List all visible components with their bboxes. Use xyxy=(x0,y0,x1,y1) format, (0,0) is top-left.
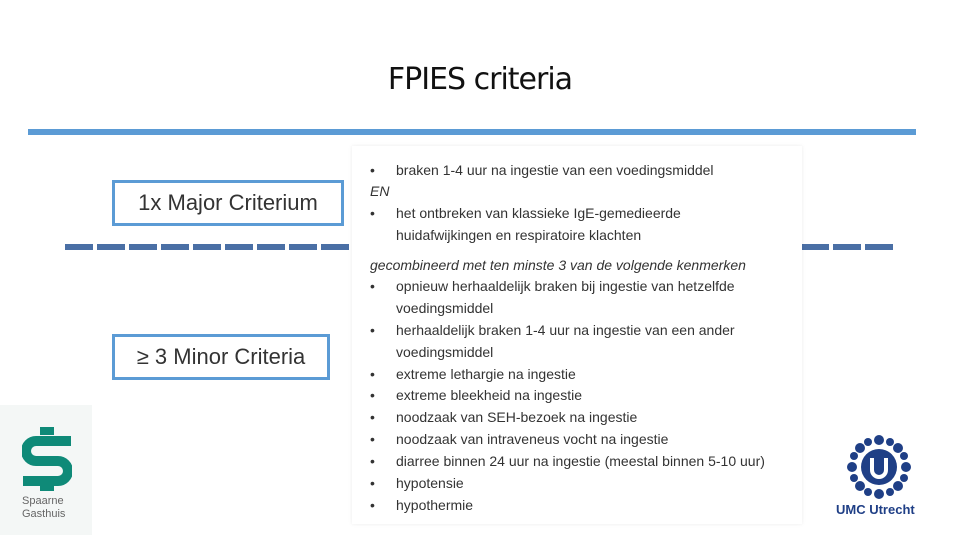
list-item: • extreme bleekheid na ingestie xyxy=(370,387,583,403)
list-item: • hypothermie xyxy=(370,497,474,513)
list-item: • diarree binnen 24 uur na ingestie (meestal binnen 5-10 uur) xyxy=(370,453,765,469)
and-connector: EN xyxy=(370,183,390,199)
list-item: • opnieuw herhaaldelijk braken bij ingestie van hetzelfde xyxy=(370,278,735,294)
spaarne-s-icon xyxy=(22,427,72,491)
criteria-panel xyxy=(352,146,802,524)
list-item-continuation: huidafwijkingen en respiratoire klachten xyxy=(396,227,642,243)
umc-logo-text: UMC Utrecht xyxy=(836,502,915,517)
major-criterium-box: 1x Major Criterium xyxy=(112,180,344,226)
list-item: • noodzaak van SEH-bezoek na ingestie xyxy=(370,409,638,425)
list-item: • extreme lethargie na ingestie xyxy=(370,366,576,382)
list-item: • noodzaak van intraveneus vocht na ingestie xyxy=(370,431,669,447)
list-item: • hypotensie xyxy=(370,475,464,491)
list-item: • herhaaldelijk braken 1-4 uur na ingestie van een ander xyxy=(370,322,735,338)
minor-criteria-box: ≥ 3 Minor Criteria xyxy=(112,334,330,380)
list-item-continuation: voedingsmiddel xyxy=(396,300,494,316)
minor-intro: gecombineerd met ten minste 3 van de volgende kenmerken xyxy=(370,257,746,273)
slide-title: FPIES criteria xyxy=(387,62,573,97)
spaarne-gasthuis-logo xyxy=(0,405,92,535)
top-divider xyxy=(28,129,916,135)
list-item: • braken 1-4 uur na ingestie van een voedingsmiddel xyxy=(370,162,714,178)
list-item: • het ontbreken van klassieke IgE-gemedieerde xyxy=(370,205,681,221)
umc-utrecht-logo xyxy=(836,432,932,524)
umc-sun-icon xyxy=(844,434,914,500)
logo-text-line2: Gasthuis xyxy=(22,508,66,520)
logo-text-line1: Spaarne xyxy=(22,495,64,507)
list-item-continuation: voedingsmiddel xyxy=(396,344,494,360)
